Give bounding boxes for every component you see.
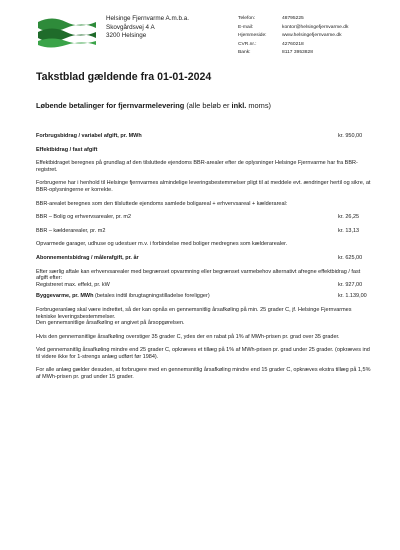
reg-line bbox=[36, 282, 372, 289]
effekt-paragraph-1: Effektbidraget beregnes på grundlag af den tilsluttede ejendoms BBR-arealer efter de oplysninger Helsinge Fjernvarme har fra BBR-registret. bbox=[36, 160, 358, 173]
company-city: 3200 Helsinge bbox=[106, 32, 147, 39]
contact-bank-row bbox=[238, 49, 348, 58]
bbr1-line bbox=[36, 214, 372, 221]
reg-label: Registreret max. effekt, pr. kW bbox=[36, 281, 110, 288]
contact-value: 48795225 bbox=[282, 16, 304, 21]
contact-cvr-row bbox=[238, 41, 348, 50]
contact-website-link[interactable]: www.helsingefjernvarme.dk bbox=[282, 33, 342, 39]
reg-amount: kr. 927,00 bbox=[338, 281, 363, 288]
contact-phone-row bbox=[238, 15, 348, 24]
subtitle-note-post: moms) bbox=[248, 101, 271, 110]
abon-amount: kr. 625,00 bbox=[338, 254, 363, 261]
anlaeg-paragraph-2: Den gennemsnitlige årsafkøling er angivet på årsopgørelsen. bbox=[36, 320, 185, 327]
contact-value: 42760218 bbox=[282, 41, 304, 47]
company-logo bbox=[36, 14, 98, 48]
contact-email-row bbox=[238, 24, 348, 33]
bygge-line bbox=[36, 293, 372, 300]
alle-paragraph: For alle anlæg gælder desuden, at forbrugere med en gennemsnitlig årsafkøling mindre end 15 grader C, opkræves ekstra tillæg på 1,5% af MWh-prisen pr. grad under 15 grader. bbox=[36, 367, 371, 381]
contact-info bbox=[238, 15, 348, 58]
company-name: Helsinge Fjernvarme A.m.b.a. bbox=[106, 15, 189, 22]
page-title: Takstblad gældende fra 01-01-2024 bbox=[36, 71, 212, 83]
contact-web-row bbox=[238, 32, 348, 41]
effekt-paragraph-2: Forbrugerne har i henhold til Helsinge fjernvarmes almindelige leveringsbestemmelser pligt til at meddele evt. ændringer hertil og sikre, at BBR-oplysningerne er korrekte. bbox=[36, 180, 371, 193]
bygge-label-rest: (betales indtil ibrugtagningstilladelse foreligger) bbox=[95, 293, 210, 300]
bbr2-line bbox=[36, 228, 372, 235]
contact-label: E-mail: bbox=[238, 24, 254, 30]
forbrug-label: Forbrugsbidrag / variabel afgift, pr. MWh bbox=[36, 133, 142, 139]
contact-label: Hjemmeside: bbox=[238, 33, 267, 39]
bbr1-label: BBR – Bolig og erhvervsarealer, pr. m2 bbox=[36, 214, 132, 221]
tillaeg-paragraph: Ved gennemsnitlig årsafkøling mindre end 25 grader C, opkræves et tillæg på 1% af MWh-prisen pr. grad under 25 grader. (opkræves ind til videre ikke for 1-strengs anlæg udført før 1984). bbox=[36, 347, 370, 360]
bbr1-amount: kr. 26,25 bbox=[338, 214, 360, 221]
effekt-paragraph-3: BBR-arealet beregnes som den tilsluttede ejendoms samlede boligareal + erhvervsareal + kælderareal: bbox=[36, 200, 288, 207]
abon-line bbox=[36, 255, 372, 262]
effekt-heading: Effektbidrag / fast afgift bbox=[36, 146, 98, 153]
rabat-paragraph: Hvis den gennemsnitlige årsafkøling overstiger 35 grader C, ydes der en rabat på 1% af MWh-prisen pr. grad over 35 grader. bbox=[36, 333, 340, 340]
contact-value: 8117 3953828 bbox=[282, 50, 313, 56]
anlaeg-paragraph: Forbrugeranlæg skal være indrettet, så der kan opnås en gennemsnitlig årsafkøling på min. 25 grader C, jf. Helsinge Fjernvarmes tekniske leveringsbestemmelser. bbox=[36, 306, 352, 320]
forbrug-line bbox=[36, 133, 372, 140]
effekt-paragraph-4: Opvarmede garager, udhuse og udestuer m.v. i forbindelse med boliger medregnes som kælderarealer. bbox=[36, 241, 288, 248]
special-paragraph: Efter særlig aftale kan erhvervsarealer med begrænset opvarmning eller begrænset varmebehov alternativt afregne effektbidrag / fast afgift efter: bbox=[36, 268, 361, 282]
bygge-amount: kr. 1.139,00 bbox=[338, 293, 367, 300]
contact-label: CVR.nr.: bbox=[238, 41, 257, 47]
tariff-body bbox=[36, 133, 372, 381]
contact-email-link[interactable]: kontor@helsingefjernvarme.dk bbox=[282, 24, 349, 30]
company-address bbox=[106, 15, 189, 41]
subtitle-note-pre: (alle beløb er bbox=[186, 101, 230, 110]
subtitle-note-bold: inkl. bbox=[231, 101, 247, 110]
bygge-label-bold: Byggevarme, pr. MWh bbox=[36, 293, 94, 300]
company-street: Skovgårdsvej 4 A bbox=[106, 23, 155, 31]
subtitle-main: Løbende betalinger for fjernvarmelevering bbox=[36, 101, 185, 110]
section-subtitle bbox=[36, 101, 271, 110]
forbrug-amount: kr. 950,00 bbox=[338, 133, 363, 139]
bbr2-label: BBR – kælderarealer, pr. m2 bbox=[36, 227, 106, 234]
abon-label: Abonnementsbidrag / målerafgift, pr. år bbox=[36, 254, 139, 261]
contact-label: Bank: bbox=[238, 50, 251, 56]
bbr2-amount: kr. 13,13 bbox=[338, 227, 360, 234]
bygge-label bbox=[36, 293, 210, 300]
contact-label: Telefon: bbox=[238, 16, 256, 21]
